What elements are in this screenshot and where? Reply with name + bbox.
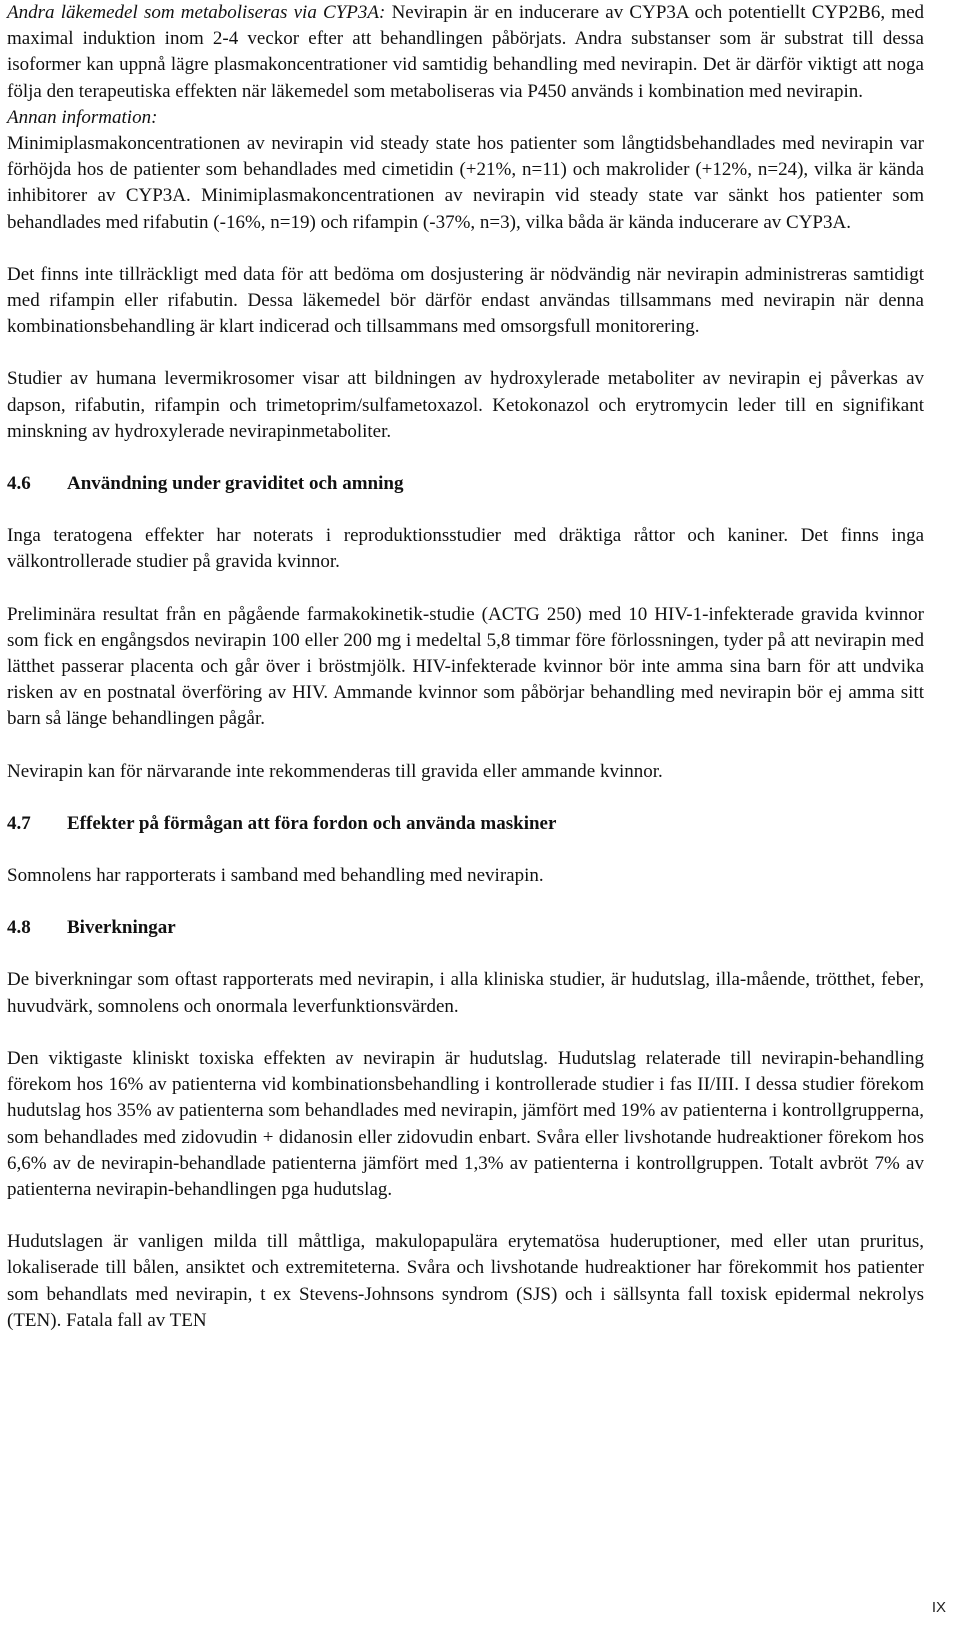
paragraph-teratogena: Inga teratogena effekter har noterats i reproduktionsstudier med dräktiga råttor och kaniner. Det finns inga välkontrollerade studier på gravida kvinnor. xyxy=(7,525,924,573)
section-number: 4.6 xyxy=(7,473,31,495)
paragraph-label: Andra läkemedel som metaboliseras via CYP3A: xyxy=(7,2,386,23)
section-number: 4.8 xyxy=(7,917,31,939)
page-number: IX xyxy=(931,1599,946,1616)
section-title: Effekter på förmågan att föra fordon och använda maskiner xyxy=(67,812,557,834)
section-number: 4.7 xyxy=(7,812,31,834)
section-heading-4-6 xyxy=(7,471,924,497)
paragraph-preliminara: Preliminära resultat från en pågående farmakokinetik-studie (ACTG 250) med 10 HIV-1-infekterade gravida kvinnor som fick en engångsdos nevirapin 100 eller 200 mg i medeltal 5,8 timmar före förlossningen, tyder på att nevirapin med lätthet passerar placenta och går över i bröstmjölk. HIV-infekterade kvinnor bör inte amma sina barn för att undvika risken av en postnatal överföring av HIV. Ammande kvinnor som påbörjar behandling med nevirapin bör ej amma sitt barn så länge behandlingen pågår. xyxy=(7,603,924,730)
section-heading-4-8 xyxy=(7,915,924,941)
paragraph-hudutslagen: Hudutslagen är vanligen milda till måttliga, makulopapulära erytematösa huderuptioner, med eller utan pruritus, lokaliserade till bålen, ansiktet och extremiteterna. Svåra och livshotande hudreaktioner har förekommit hos patienter som behandlats med nevirapin, t ex Stevens-Johnsons syndrom (SJS) och i sällsynta fall toxisk epidermal nekrolys (TEN). Fatala fall av TEN xyxy=(7,1231,924,1331)
paragraph-dosjustering: Det finns inte tillräckligt med data för att bedöma om dosjustering är nödvändig när nevirapin administreras samtidigt med rifampin eller rifabutin. Dessa läkemedel bör därför endast användas tillsammans med nevirapin när denna kombinationsbehandling är klart indicerad och tillsammans med omsorgsfull monitorering. xyxy=(7,263,924,338)
paragraph-annan-information: Minimiplasmakoncentrationen av nevirapin vid steady state hos patienter som långtidsbehandlades med nevirapin var förhöjda hos de patienter som behandlades med cimetidin (+21%, n=11) och makrolider (+12%, n=24), vilka är kända inhibitorer av CYP3A. Minimiplasmakoncentrationen av nevirapin vid steady state var sänkt hos patienter som behandlades med rifabutin (-16%, n=19) och rifampin (-37%, n=3), vilka båda är kända inducerare av CYP3A. xyxy=(7,133,924,233)
annan-information-label: Annan information: xyxy=(7,106,158,128)
paragraph-toxiska: Den viktigaste kliniskt toxiska effekten av nevirapin är hudutslag. Hudutslag relaterade till nevirapin-behandling förekom hos 16% av patienterna vid kombinationsbehandling i kontrollerade studier i fas II/III. I dessa studier förekom hudutslag hos 35% av patienterna som behandlades med nevirapin, jämfört med 19% av patienterna i kontrollgrupperna, som behandlades med zidovudin + didanosin eller zidovudin enbart. Svåra eller livshotande hudreaktioner förekom hos 6,6% av de nevirapin-behandlade patienterna jämfört med 1,3% av patienterna i kontrollgruppen. Totalt avbröt 7% av patienterna nevirapin-behandlingen pga hudutslag. xyxy=(7,1047,924,1200)
paragraph-cyp3a xyxy=(7,0,924,105)
section-heading-4-7 xyxy=(7,811,924,837)
section-title: Biverkningar xyxy=(67,917,176,939)
paragraph-somnolens: Somnolens har rapporterats i samband med behandling med nevirapin. xyxy=(7,865,544,887)
paragraph-text: Nevirapin är en inducerare av CYP3A och potentiellt CYP2B6, med maximal induktion inom 2-4 veckor efter att behandlingen påbörjats. Andra substanser som är substrat till dessa isoformer kan uppnå lägre plasmakoncentrationer vid samtidig behandling med nevirapin. Det är därför viktigt att noga följa den terapeutiska effekten när läkemedel som metaboliseras via P450 används i kombination med nevirapin. xyxy=(7,2,925,102)
paragraph-nevirapin-gravida: Nevirapin kan för närvarande inte rekommenderas till gravida eller ammande kvinnor. xyxy=(7,760,663,782)
paragraph-biverkningar: De biverkningar som oftast rapporterats med nevirapin, i alla kliniska studier, är hudutslag, illa-mående, trötthet, feber, huvudvärk, somnolens och onormala leverfunktionsvärden. xyxy=(7,969,924,1017)
section-title: Användning under graviditet och amning xyxy=(67,473,404,495)
paragraph-studier: Studier av humana levermikrosomer visar att bildningen av hydroxylerade metaboliter av nevirapin ej påverkas av dapson, rifabutin, rifampin och trimetoprim/sulfametoxazol. Ketokonazol och erytromycin leder till en signifikant minskning av hydroxylerade nevirapinmetaboliter. xyxy=(7,368,924,442)
document-page xyxy=(7,0,924,1334)
